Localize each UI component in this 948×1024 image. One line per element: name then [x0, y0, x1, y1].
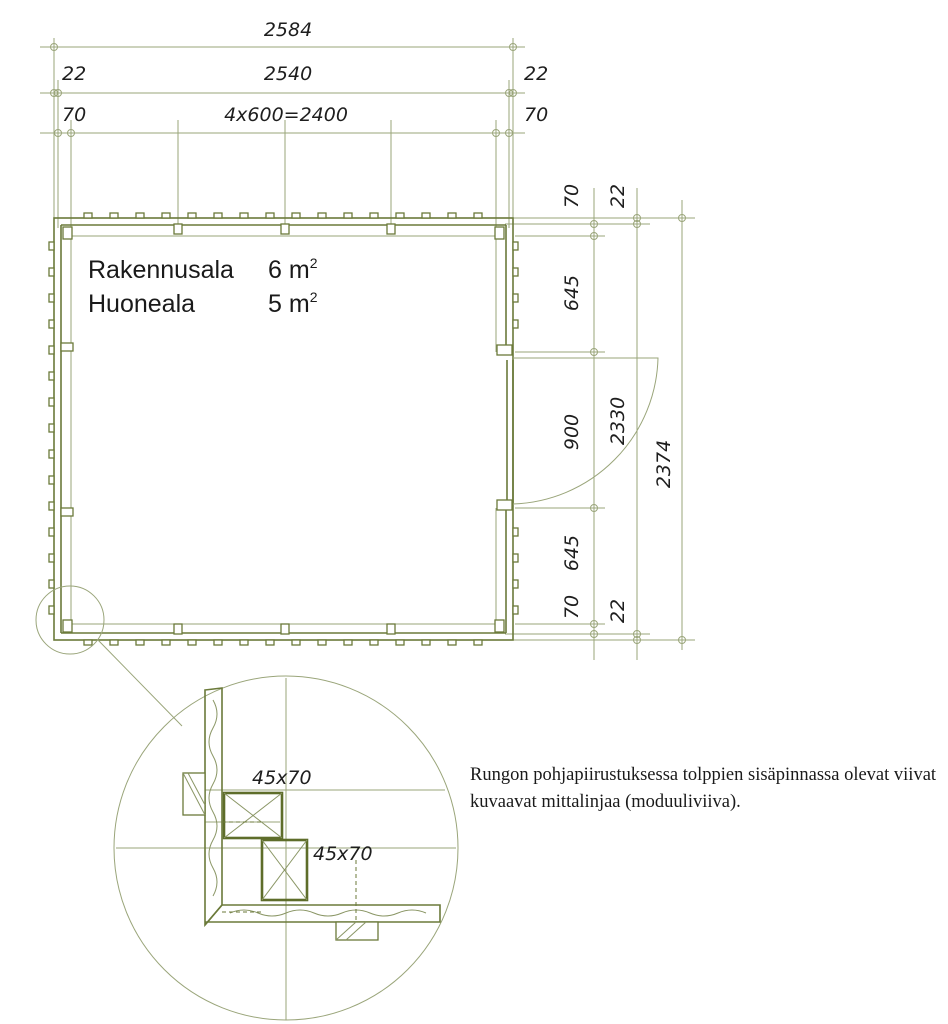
dim-side-70-bottom: 70 [561, 594, 583, 620]
dim-side-22-bottom: 22 [607, 598, 629, 624]
detail-post1-label: 45x70 [252, 767, 312, 789]
building-area-label: Rakennusala [88, 256, 234, 284]
dim-side-22-top: 22 [607, 183, 629, 209]
dim-side-900: 900 [561, 413, 583, 451]
right-dimension-lines [505, 188, 695, 660]
dim-stud-spacing: 4x600=2400 [224, 104, 348, 126]
dim-side-2330: 2330 [607, 396, 629, 446]
dim-left-offset-70: 70 [62, 104, 87, 126]
dim-right-offset-22: 22 [524, 63, 549, 85]
dim-right-offset-70: 70 [524, 104, 549, 126]
dim-overall-width: 2584 [263, 19, 313, 41]
dim-side-2374: 2374 [653, 439, 675, 489]
dim-side-645-bottom: 645 [561, 534, 583, 572]
detail-callout [36, 586, 458, 1020]
building-area-value: 6 $m^2$ [268, 255, 318, 284]
module-line-note: Rungon pohjapiirustuksessa tolppien sisäpinnassa olevat viivat kuvaavat mittalinjaa (moduuliviiva). [470, 765, 937, 812]
detail-post2-label: 45x70 [313, 843, 373, 865]
corner-detail [116, 678, 456, 1020]
room-area-label: Huoneala [88, 290, 196, 318]
room-area-value: 5 $m^2$ [268, 289, 318, 318]
dim-left-offset-22: 22 [62, 63, 87, 85]
dim-inner-width: 2540 [263, 63, 313, 85]
dim-side-70-top: 70 [561, 183, 583, 209]
dim-side-645-top: 645 [561, 274, 583, 312]
